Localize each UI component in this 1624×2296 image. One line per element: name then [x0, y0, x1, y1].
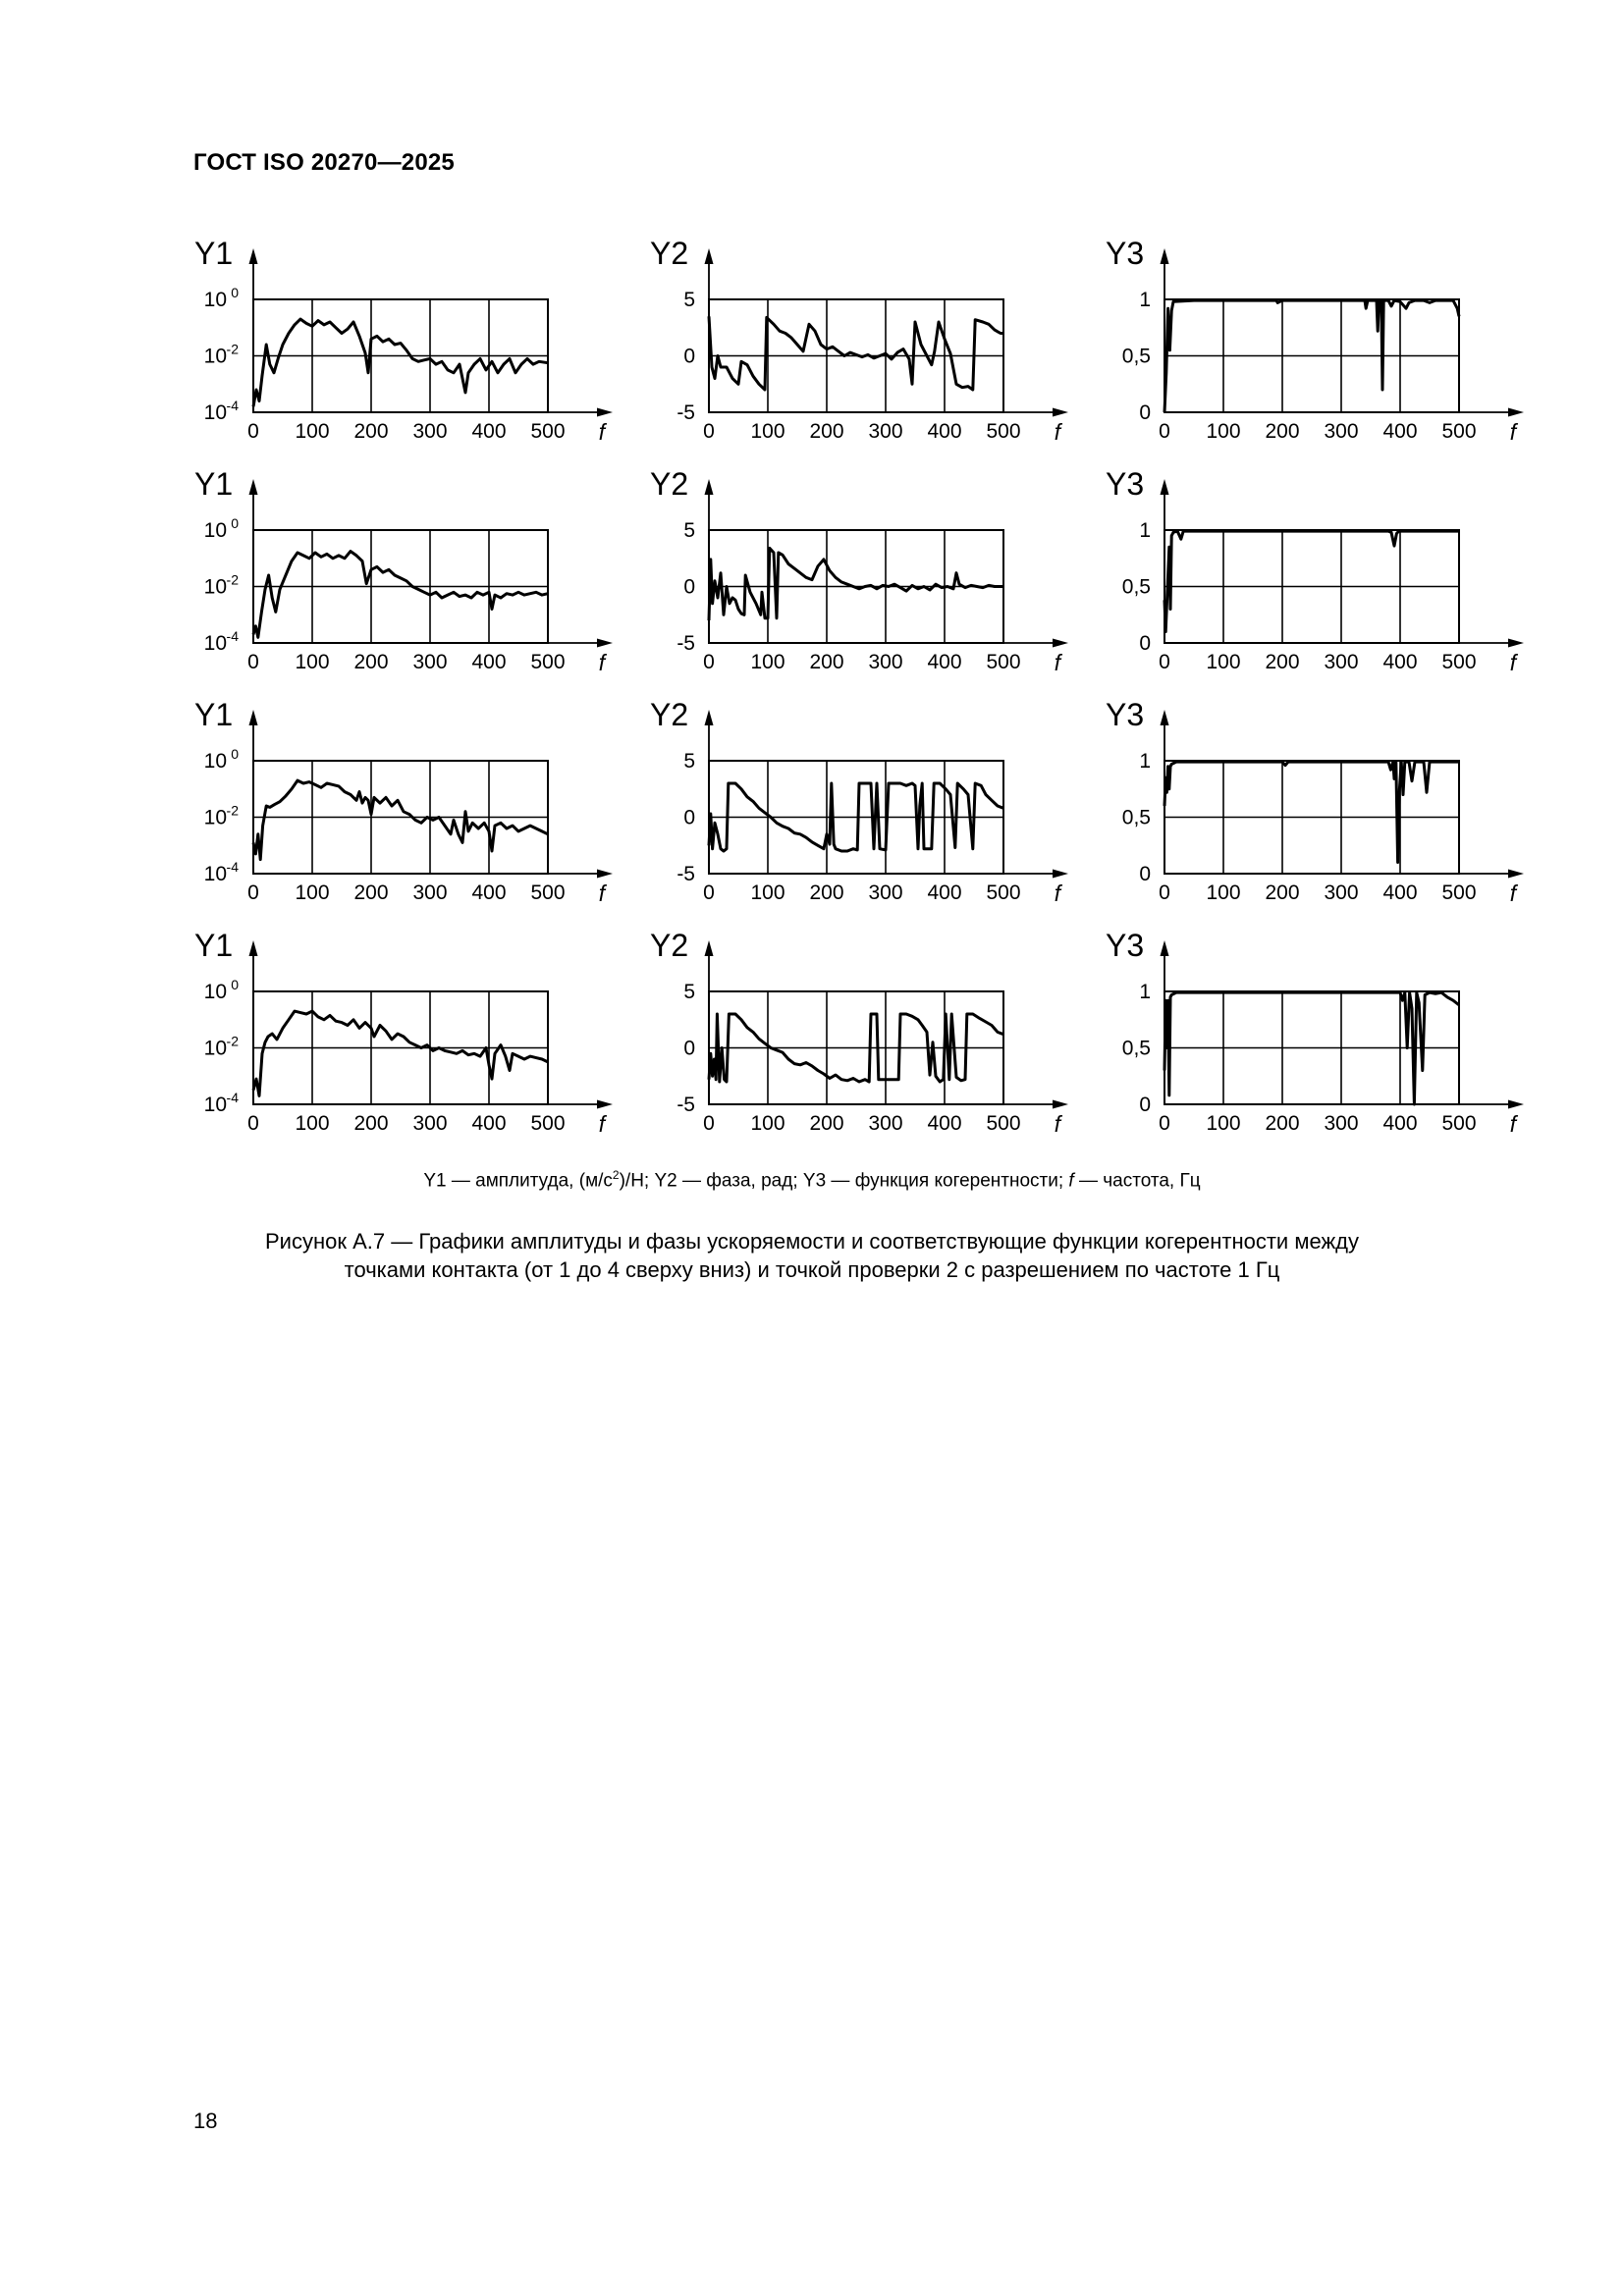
- x-tick-label: 100: [750, 651, 785, 673]
- x-tick-label: 300: [868, 1112, 903, 1135]
- data-series-y1: [253, 319, 548, 406]
- y-tick-label: 10: [203, 750, 227, 773]
- x-tick-label: 400: [927, 881, 962, 904]
- figure-legend: [0, 1168, 1624, 1192]
- x-tick-label: 0: [1159, 1112, 1170, 1135]
- plot-row2-y3: [1106, 466, 1524, 675]
- figure-caption: [196, 1227, 1428, 1284]
- x-tick-label: 400: [471, 420, 507, 443]
- x-tick-label: 0: [703, 651, 715, 673]
- x-tick-label: 500: [1441, 651, 1477, 673]
- x-tick-label: 300: [412, 1112, 448, 1135]
- x-tick-label: 0: [703, 1112, 715, 1135]
- y-tick-label: 10: [203, 345, 227, 368]
- x-tick-label: 100: [1206, 651, 1241, 673]
- x-axis-symbol: f: [1054, 1111, 1061, 1137]
- x-axis-arrow: [1053, 870, 1068, 879]
- x-tick-label: 100: [750, 1112, 785, 1135]
- x-axis-symbol: f: [598, 1111, 606, 1137]
- x-tick-label: 500: [1441, 420, 1477, 443]
- x-tick-label: 500: [530, 881, 566, 904]
- y-tick-exponent: -2: [226, 571, 239, 588]
- data-series-y2: [709, 548, 1003, 620]
- y-axis-arrow: [1161, 248, 1169, 264]
- x-tick-label: 200: [809, 420, 844, 443]
- x-axis-symbol: f: [1509, 1111, 1517, 1137]
- axis-label-y3: Y3: [1106, 697, 1145, 732]
- y-axis-arrow: [705, 248, 714, 264]
- x-axis-arrow: [597, 639, 613, 648]
- y-tick-label: 0: [1139, 1094, 1151, 1116]
- x-tick-label: 100: [295, 881, 330, 904]
- x-tick-label: 100: [1206, 881, 1241, 904]
- x-tick-label: 400: [1382, 420, 1418, 443]
- x-tick-label: 500: [986, 881, 1021, 904]
- y-tick-exponent: -4: [226, 1090, 239, 1105]
- x-axis-symbol: f: [598, 881, 606, 906]
- legend-f-def: — частота, Гц: [1073, 1170, 1201, 1192]
- y-tick-label: 1: [1139, 981, 1151, 1003]
- axis-label-y1: Y1: [194, 236, 234, 271]
- x-axis-arrow: [597, 1100, 613, 1109]
- data-series-y1: [253, 552, 548, 638]
- plot-row4-y2: [650, 928, 1068, 1137]
- x-tick-label: 100: [295, 651, 330, 673]
- x-tick-label: 500: [986, 420, 1021, 443]
- y-tick-exponent: 0: [231, 977, 239, 992]
- y-tick-label: 10: [203, 575, 227, 599]
- y-tick-label: 0,5: [1121, 345, 1151, 368]
- legend-rest: )/Н; Y2 — фаза, рад; Y3 — функция когерентности;: [619, 1170, 1069, 1192]
- x-tick-label: 200: [353, 420, 389, 443]
- x-tick-label: 300: [412, 881, 448, 904]
- x-tick-label: 200: [353, 651, 389, 673]
- y-tick-exponent: 0: [231, 746, 239, 762]
- plot-row3-y3: [1106, 697, 1524, 906]
- y-tick-label: 0,5: [1121, 806, 1151, 829]
- y-tick-label: 10: [203, 401, 227, 424]
- y-tick-label: 1: [1139, 289, 1151, 311]
- y-tick-label: -5: [677, 1094, 695, 1116]
- x-tick-label: 500: [530, 651, 566, 673]
- plot-row1-y2: [650, 236, 1068, 445]
- x-axis-symbol: f: [1509, 419, 1517, 445]
- y-axis-arrow: [1161, 479, 1169, 495]
- plot-row4-y1: [194, 928, 613, 1137]
- y-tick-label: 1: [1139, 519, 1151, 542]
- y-tick-exponent: 0: [231, 285, 239, 300]
- x-axis-arrow: [597, 870, 613, 879]
- x-axis-symbol: f: [1509, 650, 1517, 675]
- y-tick-exponent: -2: [226, 1033, 239, 1049]
- x-tick-label: 100: [295, 1112, 330, 1135]
- y-tick-label: 5: [683, 981, 695, 1003]
- y-tick-label: 10: [203, 519, 227, 542]
- x-axis-arrow: [1508, 408, 1524, 417]
- x-tick-label: 400: [1382, 651, 1418, 673]
- y-axis-arrow: [705, 710, 714, 725]
- y-tick-exponent: -4: [226, 628, 239, 644]
- data-series-y1: [253, 780, 548, 860]
- x-tick-label: 100: [750, 420, 785, 443]
- y-tick-label: 10: [203, 863, 227, 885]
- x-axis-arrow: [597, 408, 613, 417]
- y-tick-exponent: -4: [226, 859, 239, 875]
- x-tick-label: 200: [809, 651, 844, 673]
- y-tick-label: 0,5: [1121, 575, 1151, 599]
- x-tick-label: 100: [1206, 420, 1241, 443]
- y-tick-label: -5: [677, 863, 695, 885]
- x-tick-label: 100: [750, 881, 785, 904]
- x-tick-label: 0: [247, 420, 259, 443]
- x-tick-label: 500: [530, 1112, 566, 1135]
- x-axis-symbol: f: [1054, 419, 1061, 445]
- plot-row1-y1: [194, 236, 613, 445]
- x-tick-label: 200: [1265, 1112, 1300, 1135]
- x-tick-label: 300: [868, 420, 903, 443]
- axis-label-y2: Y2: [650, 236, 689, 271]
- x-tick-label: 200: [809, 881, 844, 904]
- y-axis-arrow: [1161, 940, 1169, 956]
- x-tick-label: 0: [703, 420, 715, 443]
- y-tick-exponent: -4: [226, 398, 239, 413]
- x-axis-symbol: f: [1054, 650, 1061, 675]
- data-series-y2: [709, 316, 1003, 390]
- plot-row2-y1: [194, 466, 613, 675]
- y-tick-label: 0: [683, 1037, 695, 1060]
- x-tick-label: 0: [247, 1112, 259, 1135]
- data-series-y1: [253, 1011, 548, 1095]
- x-axis-arrow: [1508, 870, 1524, 879]
- y-tick-label: 5: [683, 519, 695, 542]
- legend-f-symbol: f: [1068, 1170, 1074, 1192]
- x-tick-label: 100: [295, 420, 330, 443]
- legend-superscript: 2: [612, 1168, 620, 1182]
- x-tick-label: 300: [868, 881, 903, 904]
- x-axis-arrow: [1508, 639, 1524, 648]
- x-tick-label: 0: [247, 651, 259, 673]
- document-header: ГОСТ ISO 20270—2025: [193, 149, 455, 176]
- y-tick-label: -5: [677, 401, 695, 424]
- x-axis-symbol: f: [1054, 881, 1061, 906]
- x-tick-label: 300: [1324, 420, 1359, 443]
- y-tick-label: 5: [683, 289, 695, 311]
- x-tick-label: 400: [927, 1112, 962, 1135]
- plot-row2-y2: [650, 466, 1068, 675]
- axis-label-y1: Y1: [194, 466, 234, 502]
- y-tick-label: 0,5: [1121, 1037, 1151, 1060]
- axis-label-y2: Y2: [650, 928, 689, 963]
- x-axis-symbol: f: [598, 650, 606, 675]
- y-tick-label: 0: [683, 575, 695, 599]
- y-axis-arrow: [249, 248, 258, 264]
- x-tick-label: 300: [412, 420, 448, 443]
- x-tick-label: 100: [1206, 1112, 1241, 1135]
- data-series-y3: [1164, 531, 1459, 631]
- y-tick-label: -5: [677, 632, 695, 655]
- y-axis-arrow: [249, 479, 258, 495]
- x-tick-label: 500: [986, 1112, 1021, 1135]
- x-axis-symbol: f: [1509, 881, 1517, 906]
- y-tick-label: 0: [683, 806, 695, 829]
- axis-label-y3: Y3: [1106, 466, 1145, 502]
- x-tick-label: 400: [1382, 881, 1418, 904]
- x-tick-label: 200: [1265, 651, 1300, 673]
- x-tick-label: 300: [1324, 881, 1359, 904]
- x-tick-label: 200: [353, 1112, 389, 1135]
- x-tick-label: 0: [247, 881, 259, 904]
- x-tick-label: 0: [703, 881, 715, 904]
- y-tick-exponent: 0: [231, 515, 239, 531]
- y-tick-label: 10: [203, 289, 227, 311]
- plot-row3-y2: [650, 697, 1068, 906]
- x-tick-label: 400: [927, 651, 962, 673]
- x-tick-label: 300: [1324, 651, 1359, 673]
- axis-label-y1: Y1: [194, 928, 234, 963]
- plot-row3-y1: [194, 697, 613, 906]
- x-tick-label: 200: [1265, 420, 1300, 443]
- x-tick-label: 200: [353, 881, 389, 904]
- y-tick-exponent: -2: [226, 802, 239, 819]
- x-axis-arrow: [1053, 408, 1068, 417]
- y-tick-label: 1: [1139, 750, 1151, 773]
- axis-label-y1: Y1: [194, 697, 234, 732]
- axis-label-y2: Y2: [650, 466, 689, 502]
- axis-label-y3: Y3: [1106, 928, 1145, 963]
- y-tick-label: 10: [203, 632, 227, 655]
- plot-row4-y3: [1106, 928, 1524, 1137]
- x-tick-label: 400: [1382, 1112, 1418, 1135]
- x-tick-label: 0: [1159, 881, 1170, 904]
- data-series-y3: [1164, 762, 1459, 862]
- x-tick-label: 500: [1441, 1112, 1477, 1135]
- x-tick-label: 0: [1159, 420, 1170, 443]
- caption-line-1: Рисунок А.7 — Графики амплитуды и фазы ускоряемости и соответствующие функции когерентности между: [264, 1229, 1360, 1254]
- y-tick-label: 10: [203, 1094, 227, 1116]
- x-axis-arrow: [1053, 1100, 1068, 1109]
- x-tick-label: 400: [471, 651, 507, 673]
- x-tick-label: 500: [530, 420, 566, 443]
- legend-y1-def: Y1 — амплитуда, (м/с: [423, 1170, 613, 1192]
- y-tick-label: 0: [1139, 632, 1151, 655]
- axis-label-y3: Y3: [1106, 236, 1145, 271]
- x-tick-label: 200: [1265, 881, 1300, 904]
- y-axis-arrow: [705, 940, 714, 956]
- y-tick-label: 0: [1139, 401, 1151, 424]
- plot-row1-y3: [1106, 236, 1524, 445]
- y-axis-arrow: [249, 940, 258, 956]
- x-tick-label: 0: [1159, 651, 1170, 673]
- y-tick-label: 10: [203, 1037, 227, 1060]
- x-axis-arrow: [1053, 639, 1068, 648]
- y-tick-label: 10: [203, 806, 227, 829]
- x-tick-label: 300: [1324, 1112, 1359, 1135]
- x-tick-label: 200: [809, 1112, 844, 1135]
- x-tick-label: 300: [412, 651, 448, 673]
- x-tick-label: 400: [471, 1112, 507, 1135]
- x-axis-arrow: [1508, 1100, 1524, 1109]
- axis-label-y2: Y2: [650, 697, 689, 732]
- y-axis-arrow: [1161, 710, 1169, 725]
- y-axis-arrow: [249, 710, 258, 725]
- x-tick-label: 500: [1441, 881, 1477, 904]
- x-axis-symbol: f: [598, 419, 606, 445]
- x-tick-label: 400: [471, 881, 507, 904]
- y-tick-label: 0: [1139, 863, 1151, 885]
- x-tick-label: 300: [868, 651, 903, 673]
- caption-line-2: точками контакта (от 1 до 4 сверху вниз) и точкой проверки 2 с разрешением по частоте 1 Гц: [344, 1257, 1280, 1282]
- y-tick-label: 0: [683, 345, 695, 368]
- page-number: 18: [193, 2109, 218, 2133]
- x-tick-label: 500: [986, 651, 1021, 673]
- x-tick-label: 400: [927, 420, 962, 443]
- y-tick-label: 10: [203, 981, 227, 1003]
- y-axis-arrow: [705, 479, 714, 495]
- y-tick-label: 5: [683, 750, 695, 773]
- y-tick-exponent: -2: [226, 341, 239, 357]
